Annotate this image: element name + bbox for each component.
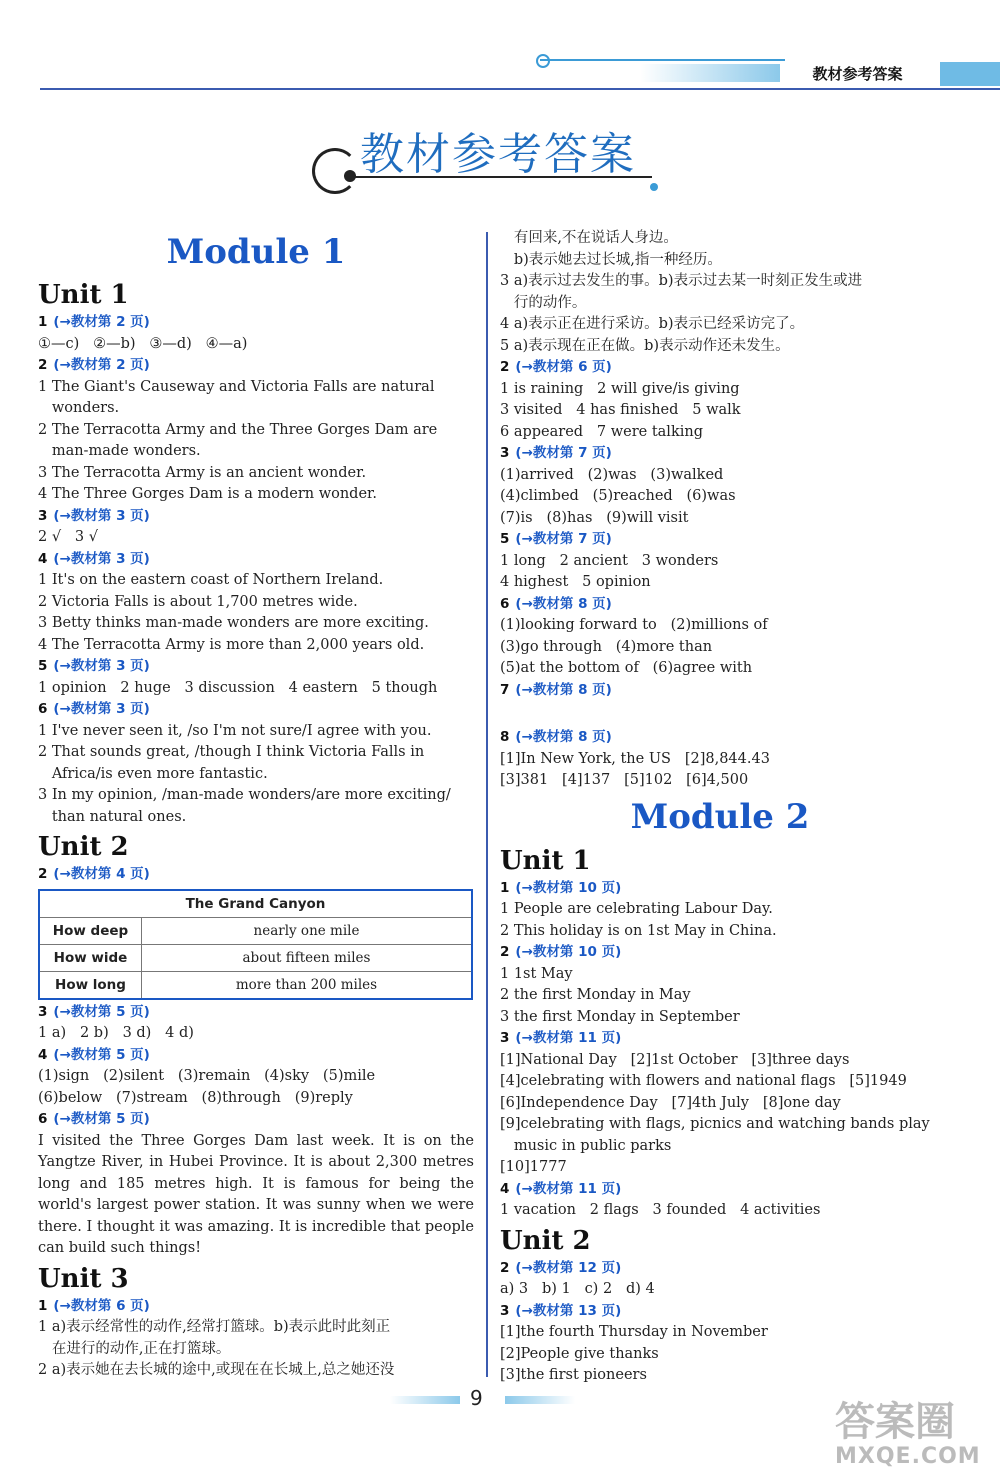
exercise (500, 878, 940, 943)
left-column (38, 228, 474, 1382)
unit-heading: Unit 2 (500, 1225, 591, 1256)
exercise (500, 443, 940, 529)
page-reference: (→教材第 8 页) (515, 681, 612, 698)
question-number: 3 (500, 1030, 510, 1046)
question-number: 2 (500, 359, 510, 375)
page-reference: (→教材第 6 页) (53, 1297, 150, 1314)
question-number: 2 (38, 357, 48, 373)
answer-line: 3 Betty thinks man-made wonders are more exciting. (38, 615, 429, 631)
answer-line: 在进行的动作,正在打篮球。 (38, 1340, 231, 1357)
page-reference: (→教材第 8 页) (515, 729, 612, 745)
answer-line: 行的动作。 (500, 294, 587, 311)
answer-line: 1 a)表示经常性的动作,经常打篮球。b)表示此时此刻正 (38, 1319, 391, 1335)
header-gradient (640, 64, 780, 82)
table-heading: The Grand Canyon (39, 890, 472, 918)
question-header (500, 1301, 940, 1323)
question-number: 4 (500, 1180, 510, 1197)
question-number: 5 (500, 531, 510, 547)
question-number: 4 (38, 550, 48, 567)
answer-line: [1]National Day [2]1st October [3]three days (500, 1051, 850, 1068)
page-reference: (→教材第 3 页) (53, 507, 150, 524)
answer-paragraph: I visited the Three Gorges Dam last week. It is on the Yangtze River, in Hubei Province. It is about 2,300 metres long and 185 metres high. It is famous for being the world's largest power station. It was sunny when we were there. I thought it was amazing. It is incredible that people can build such things! (38, 1132, 474, 1256)
exercise (38, 1296, 474, 1382)
exercise (500, 727, 940, 792)
exercise (500, 529, 940, 594)
answer-line: [6]Independence Day [7]4th July [8]one day (500, 1094, 841, 1111)
answer-line: ①—c) ②—b) ③—d) ④—a) (38, 335, 248, 352)
answer-line: Africa/is even more fantastic. (38, 765, 268, 782)
table-value: more than 200 miles (142, 971, 473, 999)
answer-line: 3 In my opinion, /man-made wonders/are more exciting/ (38, 787, 451, 803)
answer-line: (6)below (7)stream (8)through (9)reply (38, 1089, 353, 1106)
question-header (38, 1002, 474, 1024)
answer-line: 5 a)表示现在正在做。b)表示动作还未发生。 (500, 337, 790, 354)
answer-line: b)表示她去过长城,指一种经历。 (500, 251, 722, 268)
answer-line: 1 People are celebrating Labour Day. (500, 901, 773, 917)
question-number: 2 (500, 944, 510, 960)
answer-line: [4]celebrating with flowers and national flags [5]1949 (500, 1073, 907, 1089)
unit-heading: Unit 2 (38, 832, 129, 862)
answer-line: (7)is (8)has (9)will visit (500, 509, 689, 526)
question-number: 7 (500, 681, 510, 698)
exercise (500, 942, 940, 1028)
continued-answers (500, 228, 940, 357)
table-key: How long (39, 971, 142, 999)
answer-line: [9]celebrating with flags, picnics and watching bands play (500, 1116, 930, 1132)
header-line (540, 59, 785, 61)
question-header (500, 529, 940, 551)
page-reference: (→教材第 4 页) (53, 866, 150, 882)
question-header (38, 506, 474, 528)
question-header (38, 549, 474, 571)
question-header (500, 1179, 940, 1201)
table-key: How deep (39, 917, 142, 944)
watermark-url: MXQE.COM (835, 1444, 981, 1469)
module-heading: Module 1 (166, 232, 346, 272)
answer-line: wonders. (38, 400, 120, 416)
question-header (500, 942, 940, 964)
header-underline (40, 88, 1000, 90)
question-number: 8 (500, 729, 510, 745)
watermark-text: 答案圈 (835, 1399, 955, 1445)
question-header (500, 727, 940, 749)
page-reference: (→教材第 5 页) (53, 1046, 150, 1063)
question-number: 4 (38, 1046, 48, 1063)
exercise (500, 1258, 940, 1301)
answer-line: (1)sign (2)silent (3)remain (4)sky (5)mile (38, 1068, 376, 1084)
answer-line: [1]In New York, the US [2]8,844.43 (500, 750, 770, 767)
exercise (38, 312, 474, 355)
question-header (38, 656, 474, 678)
table-row (39, 971, 472, 999)
question-number: 2 (500, 1259, 510, 1276)
answer-line: (5)at the bottom of (6)agree with (500, 660, 753, 676)
answer-line: 2 This holiday is on 1st May in China. (500, 922, 777, 939)
answer-line: 1 1st May (500, 965, 573, 982)
answer-line: 1 vacation 2 flags 3 founded 4 activities (500, 1202, 821, 1218)
question-number: 3 (38, 507, 48, 524)
answer-line: 2 The Terracotta Army and the Three Gorges Dam are (38, 421, 438, 438)
exercise (38, 506, 474, 549)
question-header (38, 864, 474, 886)
answer-line: (1)arrived (2)was (3)walked (500, 466, 724, 483)
page-number: 9 (470, 1386, 483, 1410)
circled-answers (500, 701, 940, 727)
header-bar (940, 62, 1000, 86)
question-number: 6 (38, 1111, 48, 1127)
answer-line: a) 3 b) 1 c) 2 d) 4 (500, 1281, 655, 1297)
answer-line: 6 appeared 7 were talking (500, 423, 703, 440)
answer-line: [2]People give thanks (500, 1345, 659, 1362)
answer-line: 1 long 2 ancient 3 wonders (500, 552, 719, 569)
page-number-deco-right (505, 1396, 575, 1404)
page-reference: (→教材第 5 页) (53, 1111, 150, 1127)
answer-line: [10]1777 (500, 1159, 567, 1175)
right-column (500, 228, 940, 1387)
exercise (500, 1301, 940, 1387)
answer-line: 2 That sounds great, /though I think Victoria Falls in (38, 744, 425, 760)
answer-line: 2 a)表示她在去长城的途中,或现在在长城上,总之她还没 (38, 1362, 395, 1378)
question-number: 1 (38, 314, 48, 330)
exercise (38, 549, 474, 657)
answer-line: (3)go through (4)more than (500, 638, 713, 655)
page-reference: (→教材第 12 页) (515, 1259, 622, 1276)
answer-line: 1 It's on the eastern coast of Northern Ireland. (38, 572, 384, 588)
page-reference: (→教材第 2 页) (53, 314, 150, 330)
unit-heading: Unit 1 (38, 280, 129, 310)
table-value: nearly one mile (142, 917, 473, 944)
question-number: 3 (500, 1302, 510, 1319)
question-header (38, 1296, 474, 1318)
answer-line: (4)climbed (5)reached (6)was (500, 488, 736, 504)
answer-line: music in public parks (500, 1137, 672, 1154)
exercise (38, 656, 474, 699)
question-header (38, 355, 474, 377)
exercise (500, 594, 940, 680)
page-reference: (→教材第 11 页) (515, 1030, 622, 1046)
page-reference: (→教材第 7 页) (515, 531, 612, 547)
answer-line: 2 Victoria Falls is about 1,700 metres wide. (38, 593, 358, 610)
column-divider (486, 232, 488, 1377)
page-number-deco-left (390, 1396, 460, 1404)
answer-line: 1 I've never seen it, /so I'm not sure/I agree with you. (38, 722, 432, 739)
page-reference: (→教材第 6 页) (515, 359, 612, 375)
answer-line: 4 The Terracotta Army is more than 2,000 years old. (38, 636, 425, 653)
answer-line: 1 is raining 2 will give/is giving (500, 380, 740, 397)
page-reference: (→教材第 2 页) (53, 357, 150, 373)
question-number: 5 (38, 658, 48, 674)
exercise (38, 355, 474, 506)
title-decoration-dot-end (650, 183, 658, 191)
page-reference: (→教材第 3 页) (53, 550, 150, 567)
answer-line: than natural ones. (38, 808, 187, 825)
page-reference: (→教材第 10 页) (515, 879, 622, 896)
header-title: 教材参考答案 (812, 65, 903, 83)
question-header (500, 594, 940, 616)
question-number: 2 (38, 866, 48, 882)
answer-line: 2 the first Monday in May (500, 987, 691, 1003)
page-reference: (→教材第 3 页) (53, 701, 150, 717)
answer-line: 3 a)表示过去发生的事。b)表示过去某一时刻正发生或进 (500, 273, 863, 289)
question-header (38, 1045, 474, 1067)
question-number: 3 (500, 445, 510, 461)
unit-heading: Unit 1 (500, 845, 591, 876)
watermark-logo (835, 1400, 995, 1478)
question-number: 6 (38, 701, 48, 717)
module-heading: Module 2 (630, 796, 810, 837)
answer-line: 3 visited 4 has finished 5 walk (500, 402, 741, 418)
page-reference: (→教材第 11 页) (515, 1180, 622, 1197)
page-reference: (→教材第 10 页) (515, 944, 622, 960)
answer-line: 4 a)表示正在进行采访。b)表示已经采访完了。 (500, 316, 805, 332)
table-key: How wide (39, 944, 142, 971)
page-reference: (→教材第 13 页) (515, 1302, 622, 1319)
question-header (38, 699, 474, 721)
answer-line: 2 √ 3 √ (38, 529, 98, 545)
answer-line: (1)looking forward to (2)millions of (500, 617, 768, 633)
question-number: 1 (500, 879, 510, 896)
exercise (38, 699, 474, 828)
question-header (38, 312, 474, 334)
question-header (500, 1028, 940, 1050)
page-reference: (→教材第 3 页) (53, 658, 150, 674)
answer-line: man-made wonders. (38, 443, 201, 459)
question-header (500, 878, 940, 900)
answer-line: 4 highest 5 opinion (500, 574, 651, 590)
page-reference: (→教材第 7 页) (515, 445, 612, 461)
answer-line: [1]the fourth Thursday in November (500, 1324, 768, 1340)
answer-line: 有回来,不在说话人身边。 (500, 230, 678, 246)
answer-line: 3 The Terracotta Army is an ancient wonder. (38, 464, 367, 481)
unit-heading: Unit 3 (38, 1263, 129, 1294)
page-title: 教材参考答案 (360, 129, 636, 180)
question-header (500, 443, 940, 465)
question-header (500, 680, 940, 702)
table-row (39, 944, 472, 971)
exercise (500, 1028, 940, 1179)
header-dot (536, 54, 550, 68)
answer-line: 4 The Three Gorges Dam is a modern wonder. (38, 486, 377, 502)
answer-line: 1 opinion 2 huge 3 discussion 4 eastern 5 though (38, 679, 438, 696)
table-row (39, 917, 472, 944)
exercise (38, 1002, 474, 1045)
page-reference: (→教材第 5 页) (53, 1003, 150, 1020)
answer-line: [3]the first pioneers (500, 1367, 647, 1383)
answer-line: [3]381 [4]137 [5]102 [6]4,500 (500, 772, 749, 788)
page-reference: (→教材第 8 页) (515, 595, 612, 612)
exercise (500, 357, 940, 443)
answer-line: 3 the first Monday in September (500, 1008, 740, 1025)
exercise (38, 1045, 474, 1110)
question-header (500, 357, 940, 379)
exercise (500, 1179, 940, 1222)
question-header (500, 1258, 940, 1280)
table-value: about fifteen miles (142, 944, 473, 971)
question-number: 3 (38, 1003, 48, 1020)
question-number: 6 (500, 595, 510, 612)
answer-line: 1 The Giant's Causeway and Victoria Falls are natural (38, 378, 435, 395)
answer-line: 1 a) 2 b) 3 d) 4 d) (38, 1025, 194, 1041)
grand-canyon-table (38, 889, 473, 1000)
question-header (38, 1109, 474, 1131)
question-number: 1 (38, 1297, 48, 1314)
